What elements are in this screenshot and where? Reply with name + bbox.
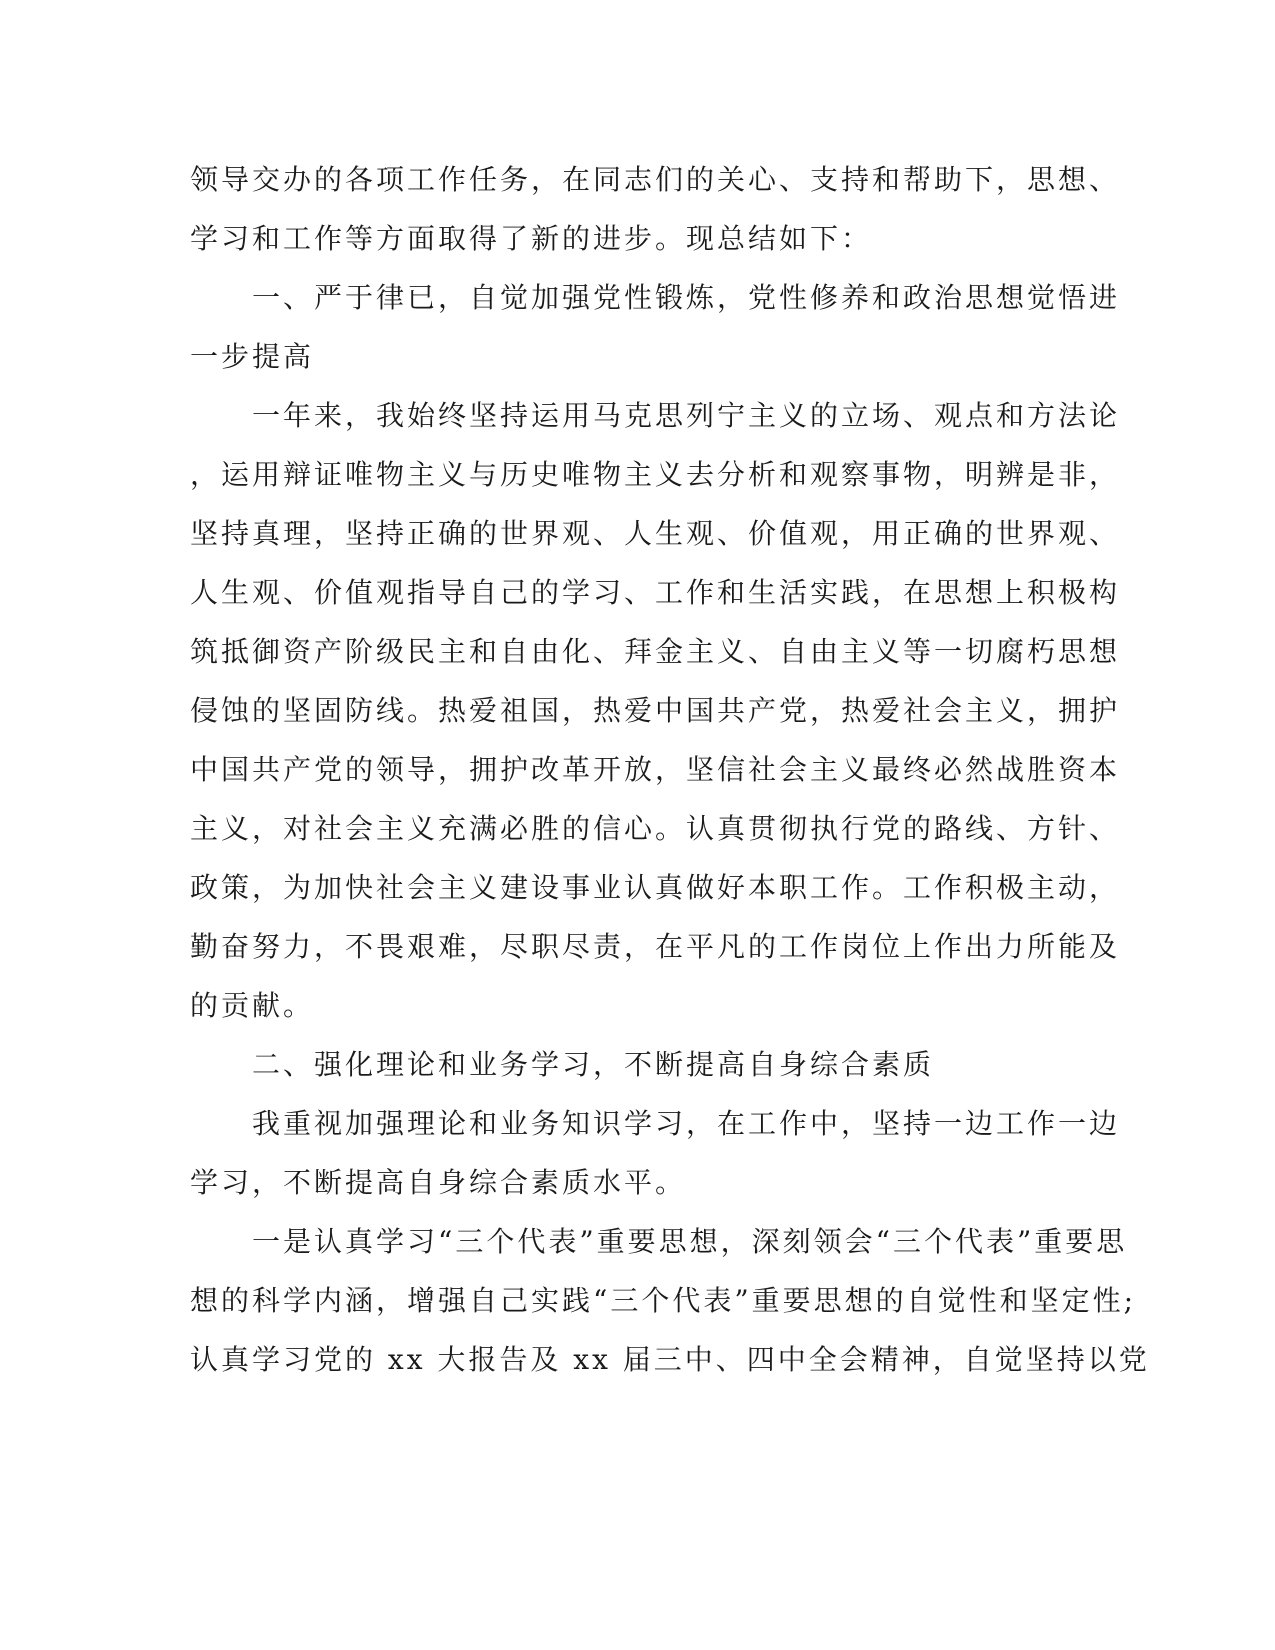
text-line: 的贡献。 — [190, 989, 315, 1022]
text-line: 领导交办的各项工作任务，在同志们的关心、支持和帮助下，思想、 — [190, 163, 1121, 196]
text-line: 一是认真学习“三个代表”重要思想，深刻领会“三个代表”重要思 — [190, 1225, 1128, 1258]
text-line: 政策，为加快社会主义建设事业认真做好本职工作。工作积极主动， — [190, 871, 1121, 904]
section-heading-line: 一步提高 — [190, 340, 315, 373]
text-line: ，运用辩证唯物主义与历史唯物主义去分析和观察事物，明辨是非， — [190, 458, 1121, 491]
text-line: 我重视加强理论和业务知识学习，在工作中，坚持一边工作一边 — [190, 1107, 1121, 1140]
text-line: 中国共产党的领导，拥护改革开放，坚信社会主义最终必然战胜资本 — [190, 753, 1121, 786]
text-line: 侵蚀的坚固防线。热爱祖国，热爱中国共产党，热爱社会主义，拥护 — [190, 694, 1121, 727]
text-line: 学习和工作等方面取得了新的进步。现总结如下： — [190, 222, 873, 255]
text-line: 勤奋努力，不畏艰难，尽职尽责，在平凡的工作岗位上作出力所能及 — [190, 930, 1121, 963]
text-line: 一年来，我始终坚持运用马克思列宁主义的立场、观点和方法论 — [190, 399, 1121, 432]
text-line: 想的科学内涵，增强自己实践“三个代表”重要思想的自觉性和坚定性; — [190, 1284, 1137, 1317]
text-line: 筑抵御资产阶级民主和自由化、拜金主义、自由主义等一切腐朽思想 — [190, 635, 1121, 668]
text-line: 认真学习党的 xx 大报告及 xx 届三中、四中全会精神，自觉坚持以党 — [190, 1343, 1150, 1376]
section-heading-line: 一、严于律已，自觉加强党性锻炼，党性修养和政治思想觉悟进 — [190, 281, 1121, 314]
text-line: 主义，对社会主义充满必胜的信心。认真贯彻执行党的路线、方针、 — [190, 812, 1121, 845]
body-text — [190, 150, 1150, 1389]
text-line: 坚持真理，坚持正确的世界观、人生观、价值观，用正确的世界观、 — [190, 517, 1121, 550]
text-line: 人生观、价值观指导自己的学习、工作和生活实践，在思想上积极构 — [190, 576, 1121, 609]
text-line: 学习，不断提高自身综合素质水平。 — [190, 1166, 687, 1199]
section-heading-line: 二、强化理论和业务学习，不断提高自身综合素质 — [190, 1048, 935, 1081]
